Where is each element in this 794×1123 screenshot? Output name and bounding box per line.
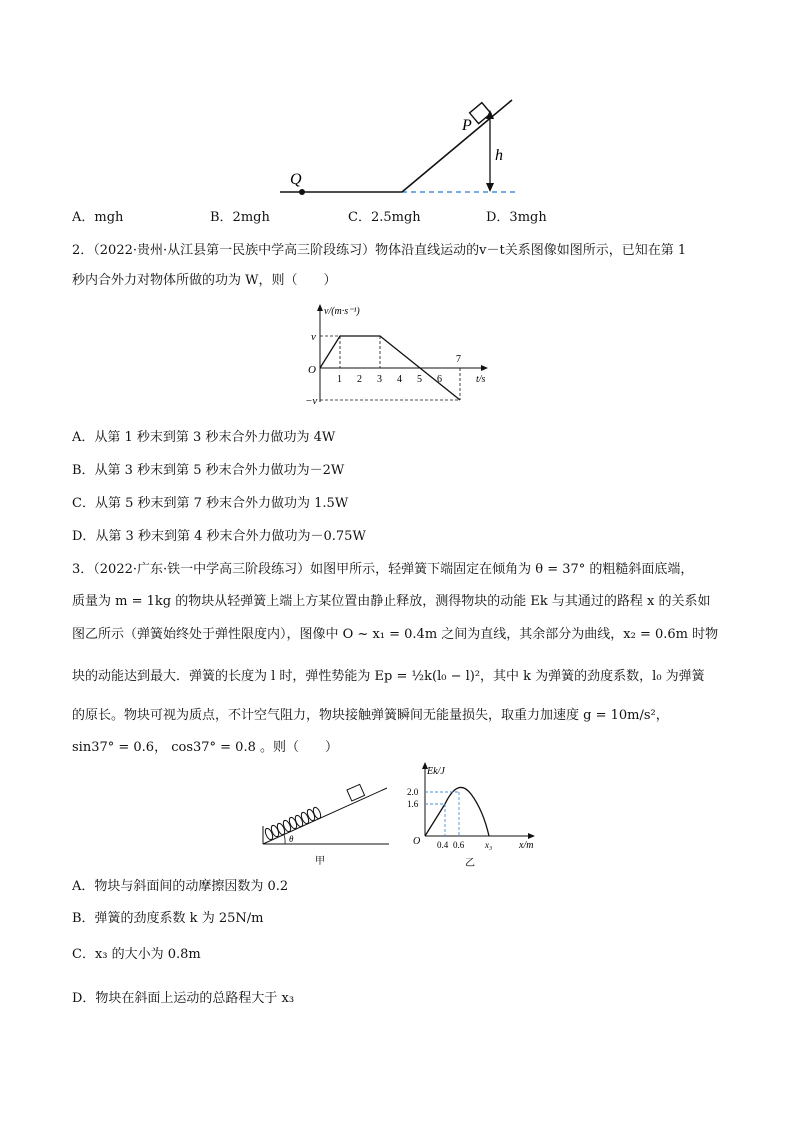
- q3-stem-line2: 质量为 m = 1kg 的物块从轻弹簧上端上方某位置由静止释放，测得物块的动能 Ek 与其通过的路程 x 的关系如: [72, 594, 711, 609]
- q1-option-b: B．2mgh: [210, 210, 270, 225]
- q3-figure-jia: [255, 776, 395, 868]
- t-tick-7: 7: [456, 354, 461, 365]
- t-tick-3: 3: [377, 374, 382, 385]
- jia-theta: θ: [289, 834, 294, 844]
- label-p: P: [462, 117, 472, 134]
- origin-label: O: [308, 364, 316, 376]
- q1-option-c: C．2.5mgh: [348, 210, 421, 225]
- q3-stem-line1: 3．（2022·广东·铁一中学高三阶段练习）如图甲所示，轻弹簧下端固定在倾角为 θ = 37° 的粗糙斜面底端，: [72, 562, 694, 577]
- q3-option-a: A．物块与斜面间的动摩擦因数为 0.2: [72, 879, 289, 894]
- yi-ek-curve: [425, 787, 489, 836]
- yi-xtick-0-6: 0.6: [453, 840, 465, 850]
- incline-line: [402, 100, 512, 192]
- v-axis-label: v/(m·s⁻¹): [324, 306, 360, 317]
- yi-ytick-2: 2.0: [407, 787, 419, 797]
- yi-ytick-1-6: 1.6: [407, 799, 419, 809]
- q1-option-a: A．mgh: [72, 210, 124, 225]
- neg-v-tick-label: −v: [305, 395, 318, 407]
- t-tick-2: 2: [357, 374, 362, 385]
- q2-stem-line1: 2．（2022·贵州·从江县第一民族中学高三阶段练习）物体沿直线运动的v－t关系图像如图所示，已知在第 1: [72, 243, 687, 258]
- t-tick-1: 1: [337, 374, 342, 385]
- label-h: h: [495, 147, 503, 164]
- t-tick-5: 5: [417, 374, 422, 385]
- q3-stem-line4: 块的动能达到最大．弹簧的长度为 l 时，弹性势能为 Ep = ½k(l₀ − l)²，其中 k 为弹簧的劲度系数，l₀ 为弹簧: [72, 669, 705, 684]
- q3-option-d: D．物块在斜面上运动的总路程大于 x₃: [72, 991, 295, 1006]
- point-q-dot: [299, 189, 305, 195]
- q2-option-b: B．从第 3 秒末到第 5 秒末合外力做功为－2W: [72, 463, 345, 478]
- yi-origin: O: [413, 836, 421, 847]
- label-q: Q: [290, 171, 302, 188]
- q2-stem-line2: 秒内合外力对物体所做的功为 W，则（ ）: [72, 273, 337, 288]
- jia-incline: [263, 788, 387, 844]
- yi-xtick-0-4: 0.4: [437, 840, 449, 850]
- q3-stem-line5: 的原长。物块可视为质点，不计空气阻力，物块接触弹簧瞬间无能量损失，取重力加速度 g = 10m/s²，: [72, 708, 669, 723]
- q3-option-c: C．x₃ 的大小为 0.8m: [72, 947, 201, 962]
- t-tick-6: 6: [437, 374, 442, 385]
- yi-ek-label: Ek/J: [427, 766, 445, 777]
- q3-stem-line3: 图乙所示（弹簧始终处于弹性限度内），图像中 O ~ x₁ = 0.4m 之间为直线，其余部分为曲线，x₂ = 0.6m 时物: [72, 627, 719, 642]
- q2-option-a: A．从第 1 秒末到第 3 秒末合外力做功为 4W: [72, 430, 336, 445]
- yi-xtick-x3: x₃: [485, 840, 493, 850]
- q3-figure-yi: [405, 760, 545, 872]
- jia-caption: 甲: [315, 856, 325, 867]
- q1-incline-figure: [270, 92, 530, 202]
- t-tick-4: 4: [397, 374, 402, 385]
- q3-option-b: B．弹簧的劲度系数 k 为 25N/m: [72, 911, 264, 926]
- q2-option-c: C．从第 5 秒末到第 7 秒末合外力做功为 1.5W: [72, 496, 349, 511]
- q2-option-d: D．从第 3 秒末到第 4 秒末合外力做功为－0.75W: [72, 529, 366, 544]
- yi-caption: 乙: [465, 858, 475, 869]
- jia-block: [347, 784, 365, 801]
- t-axis-label: t/s: [476, 374, 486, 385]
- q3-stem-line6: sin37° = 0.6， cos37° = 0.8 。则（ ）: [72, 740, 338, 755]
- q2-vt-graph: [300, 302, 500, 412]
- q1-option-d: D．3mgh: [486, 210, 547, 225]
- v-tick-label: v: [311, 331, 316, 343]
- yi-x-label: x/m: [519, 840, 534, 851]
